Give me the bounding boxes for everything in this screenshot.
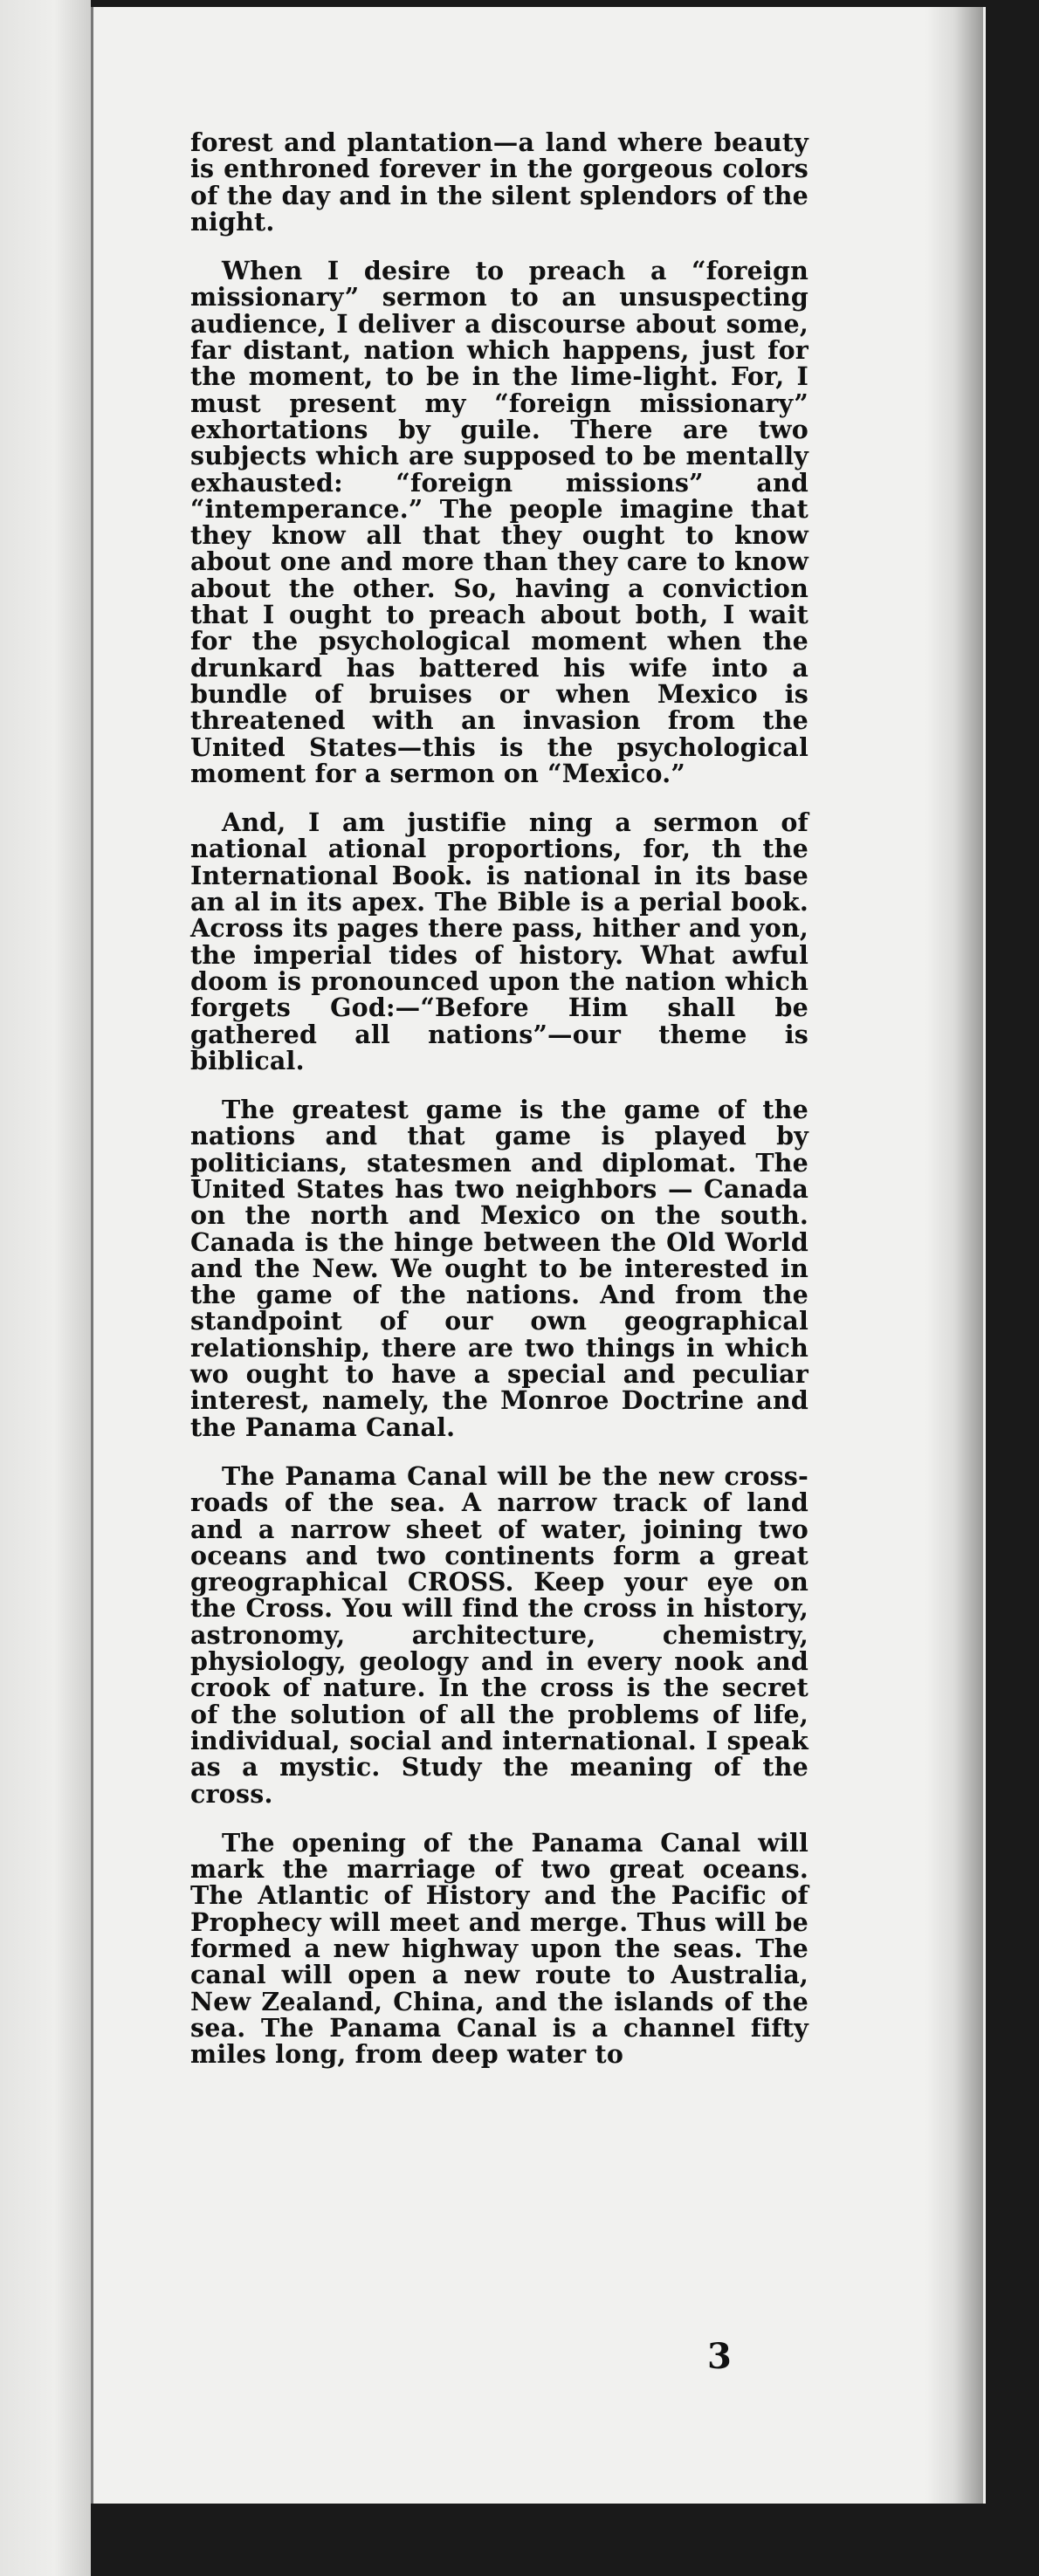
paragraph-1: forest and plantation—a land where beauty is enthroned forever in the gorgeous colors of the day and in the silent splendors of the night. <box>190 127 808 237</box>
paragraph-5: The Panama Canal will be the new cross-roads of the sea. A narrow track of land and a narrow sheet of water, joining two oceans and two continents form a great greographical CROSS. Keep your eye on the Cross. You will find the cross in history, astronomy, architecture, chemistry, physiology, geology and in every nook and crook of nature. In the cross is the secret of the solution of all the problems of life, individual, social and international. I speak as a mystic. Study the meaning of the cross. <box>190 1460 808 1809</box>
scan-background <box>91 2504 983 2576</box>
paragraph-6: The opening of the Panama Canal will mark the marriage of two great oceans. The Atlantic of History and the Pacific of Prophecy will meet and merge. Thus will be formed a new highway upon the seas. The canal will open a new route to Australia, New Zealand, China, and the islands of the sea. The Panama Canal is a channel fifty miles long, from deep water to <box>190 1827 808 2070</box>
paragraph-3: And, I am justifie ning a sermon of national ational proportions, for, th the International Book. is national in its base an al in its apex. The Bible is a perial book. Across its pages there pass, hither and yon, the imperial tides of history. What awful doom is pronounced upon the nation which forgets God:—“Before Him shall be gathered all nations”—our theme is biblical. <box>190 807 808 1075</box>
paragraph-4: The greatest game is the game of the nations and that game is played by politicians, statesmen and diplomat. The United States has two neighbors — Canada on the north and Mexico on the south. Canada is the hinge between the Old World and the New. We ought to be interested in the game of the nations. And from the standpoint of our own geographical relationship, there are two things in which wo ought to have a special and peculiar interest, namely, the Monroe Doctrine and the Panama Canal. <box>190 1095 808 1442</box>
page-right-edge <box>925 7 983 2504</box>
paragraph-2: When I desire to preach a “foreign missionary” sermon to an unsuspecting audience, I deliver a discourse about some, far distant, nation which happens, just for the moment, to be in the lime-light. For, I must present my “foreign missionary” exhortations by guile. There are two subjects which are supposed to be mentally exhausted: “foreign missions” and “intemperance.” The people imagine that they know all that they ought to know about one and more than they care to know about the other. So, having a conviction that I ought to preach about both, I wait for the psychological moment when the drunkard has battered his wife into a bundle of bruises or when Mexico is threatened with an invasion from the United States—this is the psychological moment for a sermon on “Mexico.” <box>190 256 808 788</box>
text-column <box>190 129 808 2090</box>
adjacent-page-edge <box>0 0 91 2576</box>
page-number: 3 <box>707 2336 732 2377</box>
